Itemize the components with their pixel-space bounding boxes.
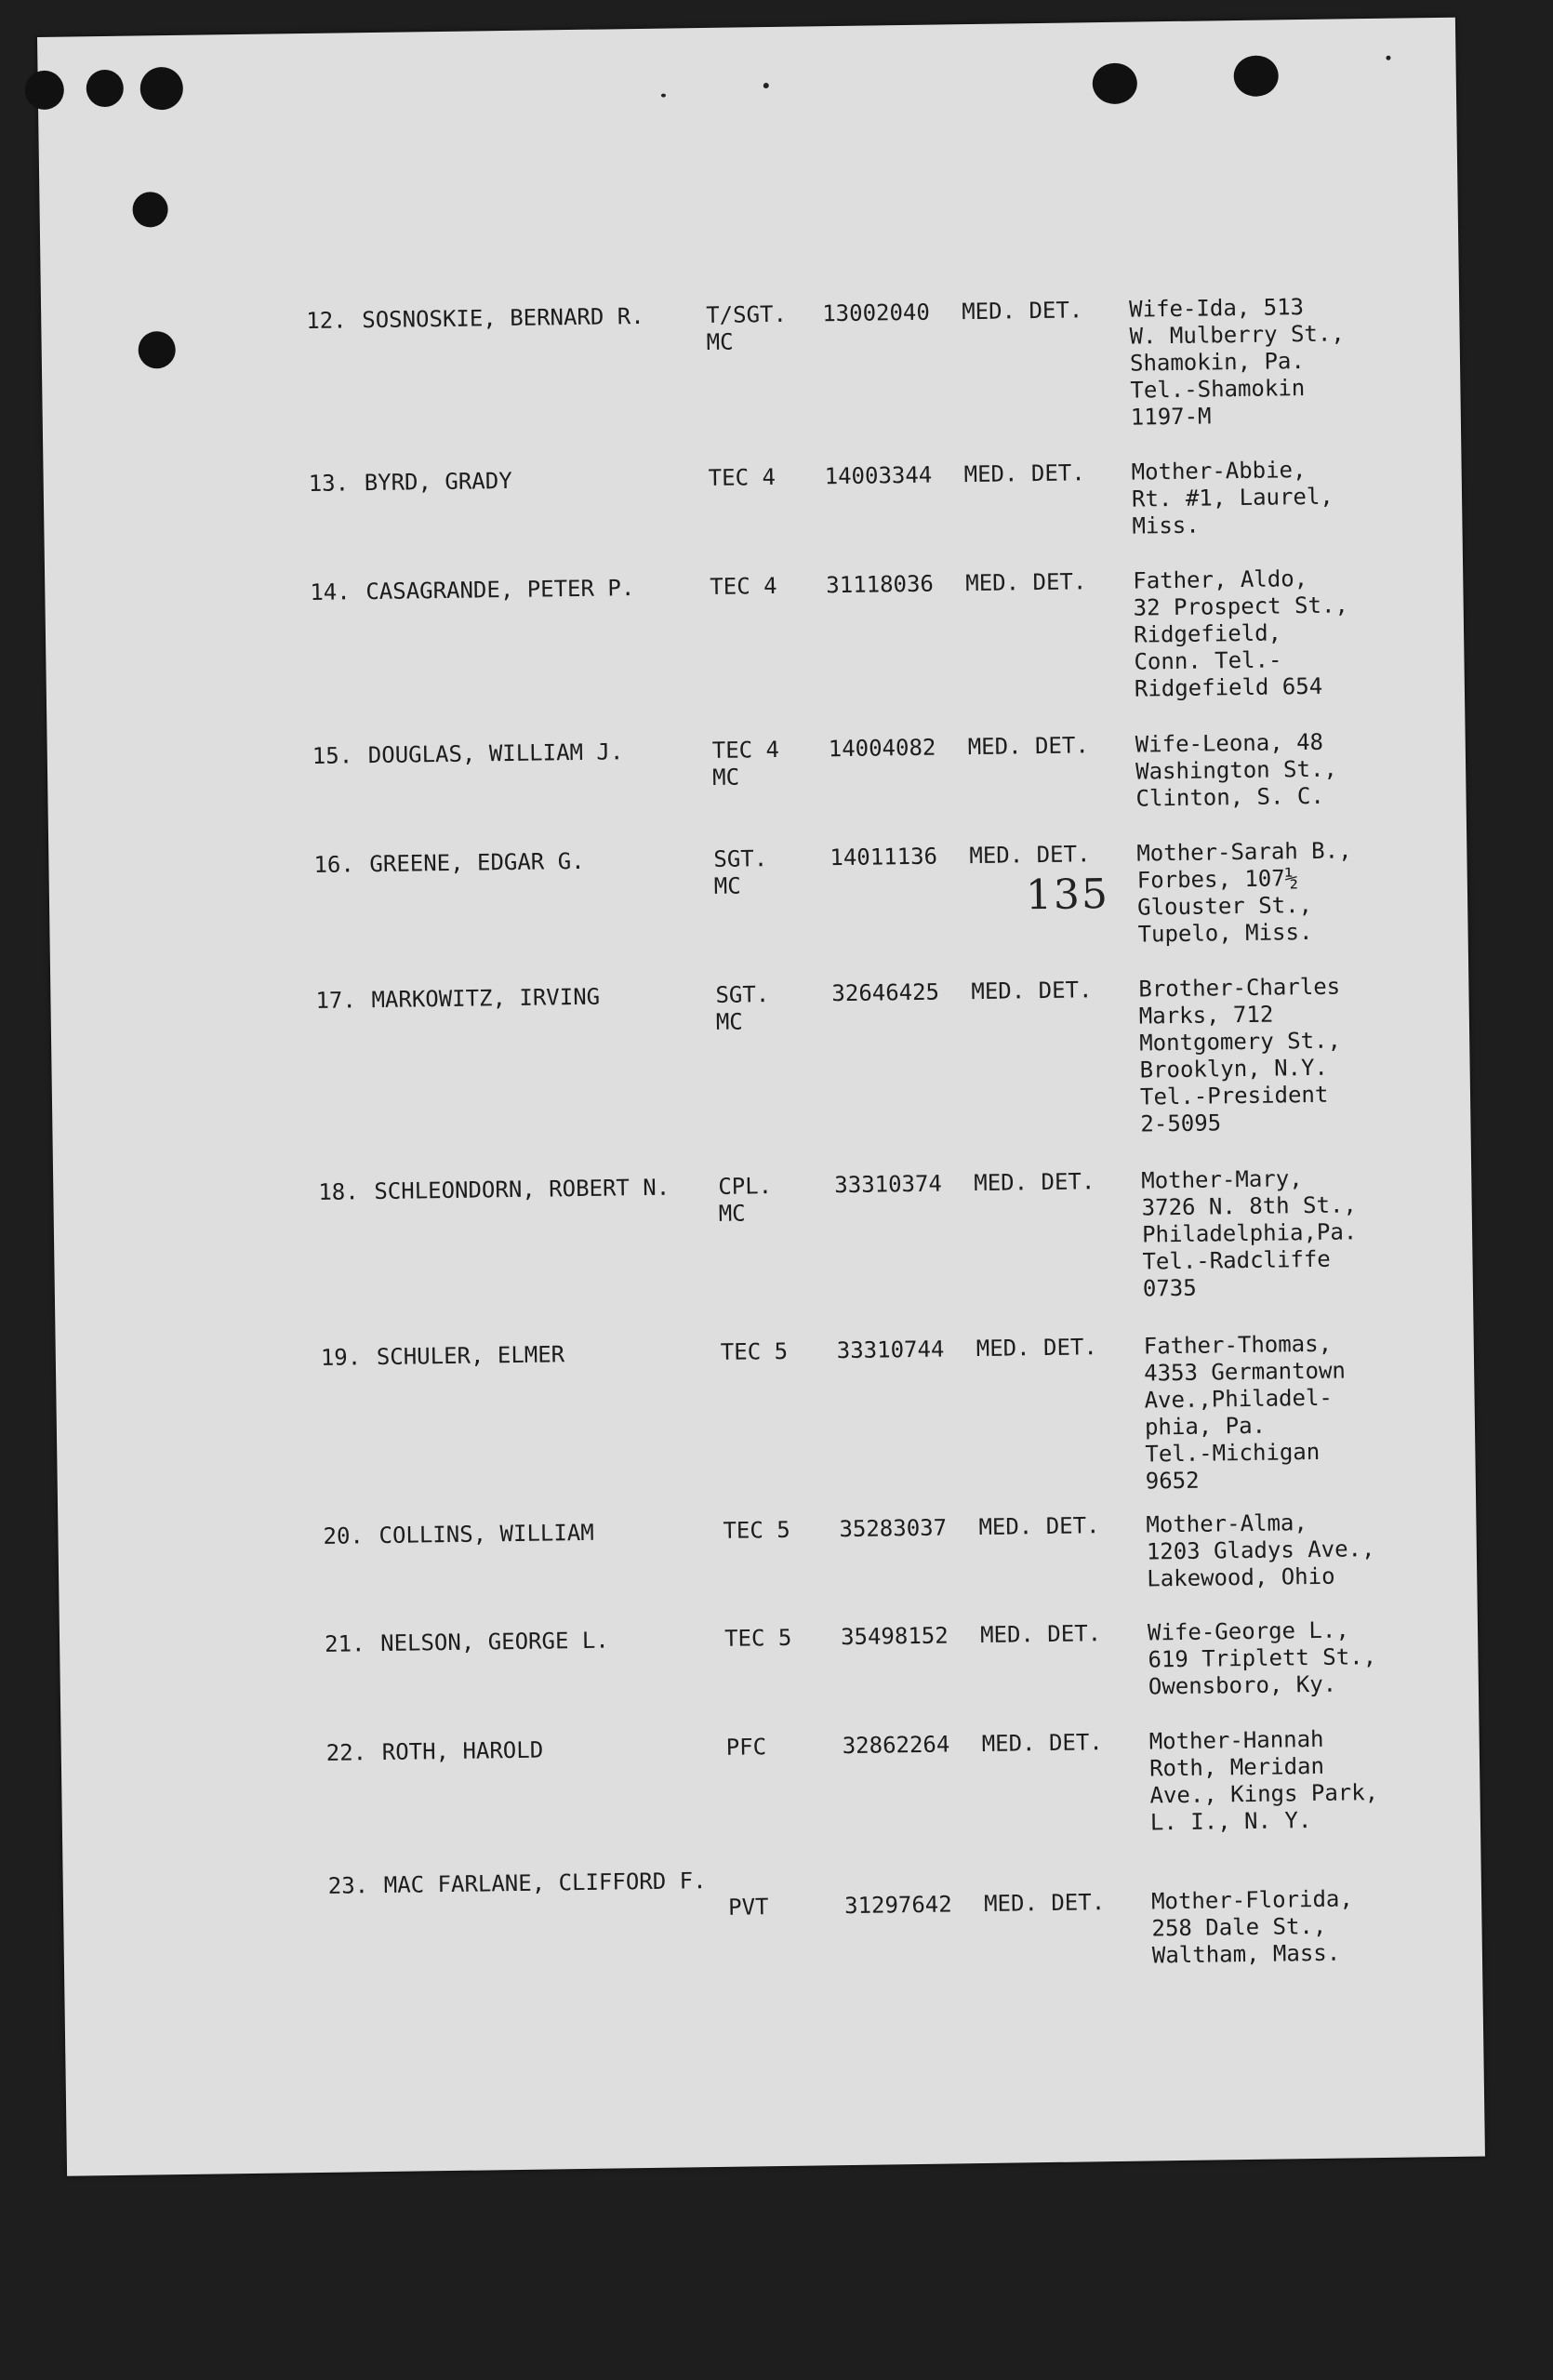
roster-entry [45,564,1463,702]
entry-unit: MED. DET. [962,297,1083,326]
entry-next-of-kin: Brother-Charles Marks, 712 Montgomery St., Brooklyn, N.Y. Tel.-President 2-5095 [1138,973,1342,1137]
roster-entry [50,972,1468,1137]
entry-serial-number: 33310744 [836,1336,945,1364]
entry-number: 19. [320,1344,362,1371]
entry-serial-number: 31118036 [826,570,935,599]
entry-serial-number: 35283037 [839,1514,948,1543]
entry-serial-number: 32862264 [842,1731,950,1760]
entry-unit: MED. DET. [971,977,1093,1005]
entry-serial-number: 31297642 [843,1866,952,1920]
entry-name: DOUGLAS, WILLIAM J. [367,738,624,769]
roster-entry [44,455,1462,539]
entry-unit: MED. DET. [963,459,1085,488]
entry-next-of-kin: Wife-Leona, 48 Washington St., Clinton, S. C. [1135,728,1338,812]
entry-unit: MED. DET. [978,1512,1100,1541]
roster-entry [60,1615,1478,1700]
entry-number: 15. [312,742,353,769]
entry-number: 12. [306,307,347,334]
entry-serial-number: 14003344 [824,461,933,490]
entry-serial-number: 13002040 [822,299,931,327]
entry-name: NELSON, GEORGE L. [379,1627,609,1657]
entry-unit: MED. DET. [967,732,1089,761]
entry-name: SOSNOSKIE, BERNARD R. [362,302,644,334]
roster-entry [47,727,1466,812]
entry-next-of-kin: Mother-Alma, 1203 Gladys Ave., Lakewood, Ohio [1146,1509,1375,1592]
entry-serial-number: 35498152 [840,1622,949,1651]
page-number: 135 [1025,870,1110,920]
entry-number: 17. [315,987,357,1014]
roster-entry [58,1508,1476,1592]
roster-entry [53,1163,1471,1302]
entry-next-of-kin: Wife-George L., 619 Triplett St., Owensboro, Ky. [1147,1616,1377,1700]
entry-number: 16. [313,851,355,878]
entry-unit: MED. DET. [969,841,1091,870]
entry-next-of-kin: Father, Aldo, 32 Prospect St., Ridgefield, Conn. Tel.- Ridgefield 654 [1133,565,1349,702]
entry-serial-number: 14004082 [828,734,936,763]
entry-next-of-kin: Mother-Abbie, Rt. #1, Laurel, Miss. [1131,456,1334,539]
entry-name: SCHULER, ELMER [376,1341,565,1371]
entry-number: 22. [325,1739,367,1766]
entry-serial-number: 32646425 [831,978,940,1007]
entry-number: 21. [324,1630,365,1657]
roster-list [37,18,1485,2176]
entry-rank: SGT. MC [715,981,770,1035]
entry-next-of-kin: Mother-Hannah Roth, Meridan Ave., Kings Park, L. I., N. Y. [1148,1725,1379,1836]
entry-rank: CPL. MC [718,1173,773,1227]
entry-rank: TEC 5 [720,1337,789,1365]
entry-next-of-kin: Mother-Sarah B., Forbes, 107½ Glouster St., Tupelo, Miss. [1136,837,1352,948]
entry-unit: MED. DET. [983,1863,1106,1917]
entry-unit: MED. DET. [981,1729,1103,1757]
entry-name: MARKOWITZ, IRVING [371,983,601,1014]
entry-number: 13. [308,470,350,497]
entry-name: GREENE, EDGAR G. [369,847,585,878]
entry-name: SCHLEONDORN, ROBERT N. [374,1174,670,1205]
entry-rank: SGT. MC [713,845,768,899]
entry-serial-number: 14011136 [830,843,938,871]
entry-number: 18. [318,1178,359,1205]
entry-next-of-kin: Mother-Mary, 3726 N. 8th St., Philadelphia,Pa. Tel.-Radcliffe 0735 [1141,1165,1358,1302]
entry-number: 23. [327,1872,369,1899]
entry-unit: MED. DET. [965,568,1087,597]
entry-rank: TEC 4 MC [711,736,780,791]
entry-rank: T/SGT. MC [706,300,788,355]
entry-rank: TEC 5 [723,1516,790,1544]
entry-unit: MED. DET. [976,1334,1098,1363]
entry-number: 20. [323,1522,365,1549]
entry-next-of-kin: Mother-Florida, 258 Dale St., Waltham, Mass. [1150,1861,1354,1969]
roster-entry [41,292,1459,431]
entry-rank: TEC 5 [723,1624,792,1652]
entry-next-of-kin: Wife-Ida, 513 W. Mulberry St., Shamokin, Pa. Tel.-Shamokin 1197-M [1129,294,1345,431]
entry-name: COLLINS, WILLIAM [378,1519,594,1549]
entry-rank: PFC [725,1734,767,1761]
entry-rank: TEC 4 [710,572,777,600]
entry-unit: MED. DET. [979,1620,1102,1649]
entry-name: MAC FARLANE, CLIFFORD F. [383,1868,707,1898]
entry-rank: PVT [727,1867,769,1921]
roster-entry [61,1724,1480,1836]
roster-entry [56,1329,1474,1495]
entry-serial-number: 33310374 [834,1170,943,1199]
entry-unit: MED. DET. [974,1168,1095,1197]
entry-number: 14. [310,578,351,605]
entry-name: ROTH, HAROLD [381,1736,544,1766]
document-page [37,18,1485,2176]
entry-name: CASAGRANDE, PETER P. [365,575,635,605]
entry-next-of-kin: Father-Thomas, 4353 Germantown Ave.,Philadel- phia, Pa. Tel.-Michigan 9652 [1143,1330,1347,1495]
roster-entry [63,1857,1481,1969]
entry-name: BYRD, GRADY [364,467,512,497]
entry-rank: TEC 4 [708,463,776,491]
